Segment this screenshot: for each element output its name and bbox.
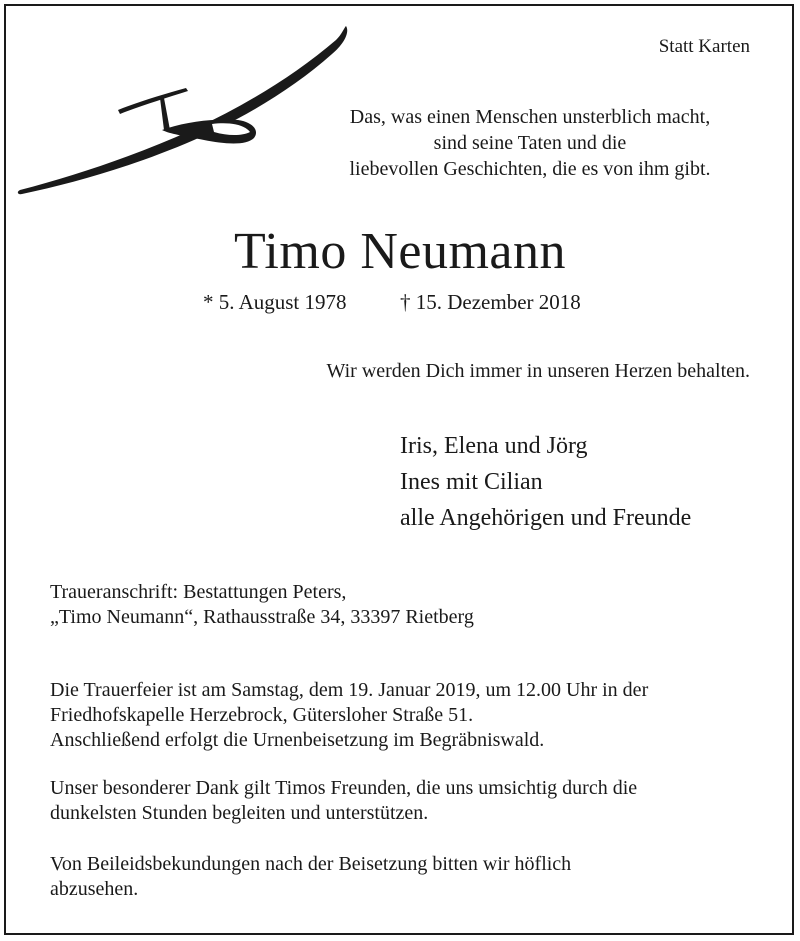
glider-icon — [14, 18, 354, 198]
mourner-line: alle Angehörigen und Freunde — [400, 505, 692, 531]
deceased-name: Timo Neumann — [234, 223, 566, 280]
mourners-list — [400, 428, 691, 536]
funeral-info-paragraph — [50, 678, 648, 753]
mourner-line: Ines mit Cilian — [400, 469, 543, 495]
statt-karten-label: Statt Karten — [658, 36, 750, 57]
mourner-line: Iris, Elena und Jörg — [400, 433, 588, 459]
paragraph-line: dunkelsten Stunden begleiten und unterstützen. — [50, 802, 429, 824]
thanks-paragraph — [50, 776, 637, 826]
quote-line: liebevollen Geschichten, die es von ihm gibt. — [349, 158, 711, 180]
quote-line: sind seine Taten und die — [433, 132, 627, 154]
paragraph-line: Unser besonderer Dank gilt Timos Freunden, die uns umsichtig durch die — [50, 777, 638, 799]
birth-date: * 5. August 1978 — [203, 290, 347, 314]
paragraph-line: abzusehen. — [50, 878, 139, 900]
address-line: Traueranschrift: Bestattungen Peters, — [50, 581, 347, 603]
quote-line: Das, was einen Menschen unsterblich macht, — [349, 106, 711, 128]
remembrance-line: Wir werden Dich immer in unseren Herzen behalten. — [326, 360, 750, 382]
paragraph-line: Von Beileidsbekundungen nach der Beisetzung bitten wir höflich — [50, 853, 572, 875]
mourning-address — [50, 580, 474, 630]
address-line: „Timo Neumann“, Rathausstraße 34, 33397 Rietberg — [50, 606, 474, 628]
condolence-paragraph — [50, 852, 571, 902]
paragraph-line: Anschließend erfolgt die Urnenbeisetzung im Begräbniswald. — [50, 729, 545, 751]
paragraph-line: Die Trauerfeier ist am Samstag, dem 19. Januar 2019, um 12.00 Uhr in der — [50, 679, 649, 701]
death-date: † 15. Dezember 2018 — [400, 290, 581, 314]
paragraph-line: Friedhofskapelle Herzebrock, Gütersloher Straße 51. — [50, 704, 474, 726]
memorial-quote — [310, 104, 750, 182]
